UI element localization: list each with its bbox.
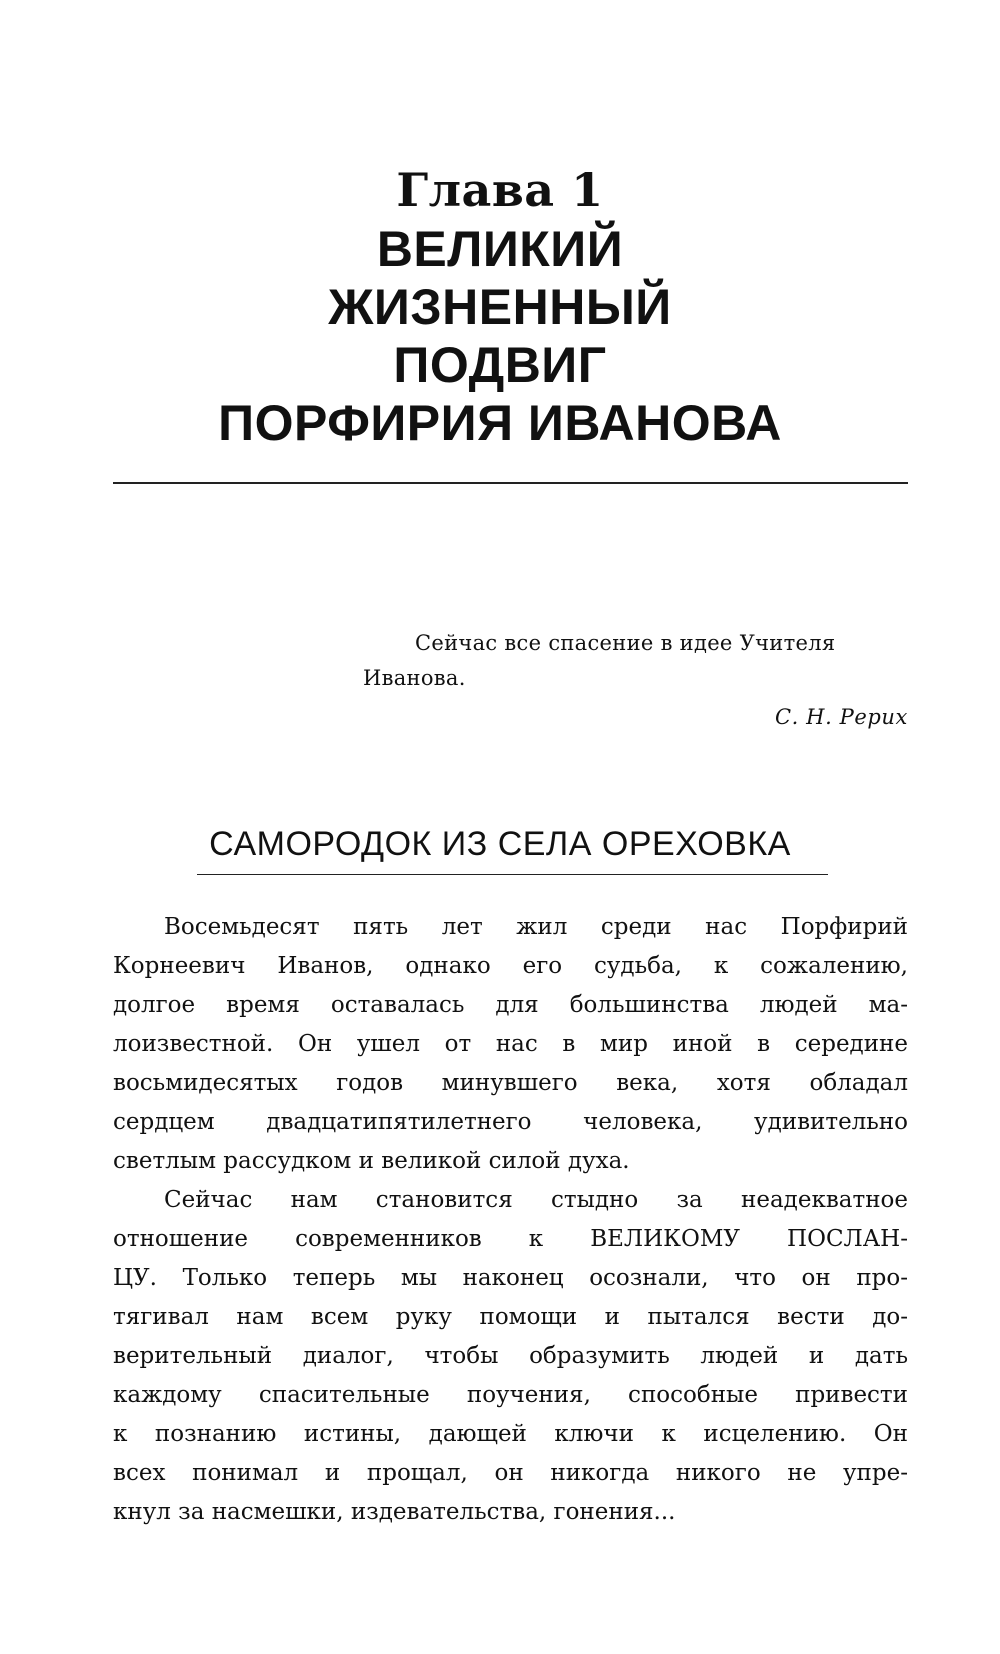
paragraph-line: восьмидесятых годов минувшего века, хотя обладал — [113, 1070, 908, 1096]
paragraph-line: Корнеевич Иванов, однако его судьба, к сожалению, — [113, 953, 908, 979]
paragraph-line: кнул за насмешки, издевательства, гонения... — [113, 1499, 676, 1525]
paragraph-line: верительный диалог, чтобы образумить людей и дать — [113, 1343, 908, 1369]
section-title-underline — [197, 874, 828, 875]
chapter-title-line: ВЕЛИКИЙ — [376, 221, 624, 277]
paragraph-line: светлым рассудком и великой силой духа. — [113, 1148, 630, 1174]
chapter-title-line: ЖИЗНЕННЫЙ — [328, 279, 672, 335]
paragraph-line: лоизвестной. Он ушел от нас в мир иной в середине — [113, 1031, 908, 1057]
paragraph-line: тягивал нам всем руку помощи и пытался вести до- — [113, 1304, 908, 1330]
epigraph-author: С. Н. Рерих — [774, 705, 908, 729]
paragraph-line: каждому спасительные поучения, способные привести — [113, 1382, 908, 1408]
epigraph — [363, 626, 908, 735]
chapter-title-line: ПОРФИРИЯ ИВАНОВА — [218, 395, 782, 451]
chapter-title — [0, 220, 1000, 452]
paragraph-line: Сейчас нам становится стыдно за неадекватное — [164, 1187, 908, 1213]
epigraph-text-line: Иванова. — [363, 666, 466, 690]
chapter-title-line: ПОДВИГ — [393, 337, 607, 393]
section-title: САМОРОДОК ИЗ СЕЛА ОРЕХОВКА — [209, 825, 791, 863]
paragraph-line: отношение современников к ВЕЛИКОМУ ПОСЛАН- — [113, 1226, 908, 1252]
chapter-divider — [113, 482, 908, 484]
epigraph-text-line: Сейчас все спасение в идее Учителя — [415, 631, 836, 655]
chapter-label: Глава 1 — [396, 163, 604, 217]
paragraph-line: к познанию истины, дающей ключи к исцелению. Он — [113, 1421, 908, 1447]
paragraph-line: всех понимал и прощал, он никогда никого не упре- — [113, 1460, 908, 1486]
paragraph-line: долгое время оставалась для большинства людей ма- — [113, 992, 908, 1018]
paragraph-line: ЦУ. Только теперь мы наконец осознали, что он про- — [113, 1265, 908, 1291]
body-text — [113, 908, 908, 1532]
paragraph-line: Восемьдесят пять лет жил среди нас Порфирий — [164, 914, 908, 940]
paragraph-line: сердцем двадцатипятилетнего человека, удивительно — [113, 1109, 908, 1135]
